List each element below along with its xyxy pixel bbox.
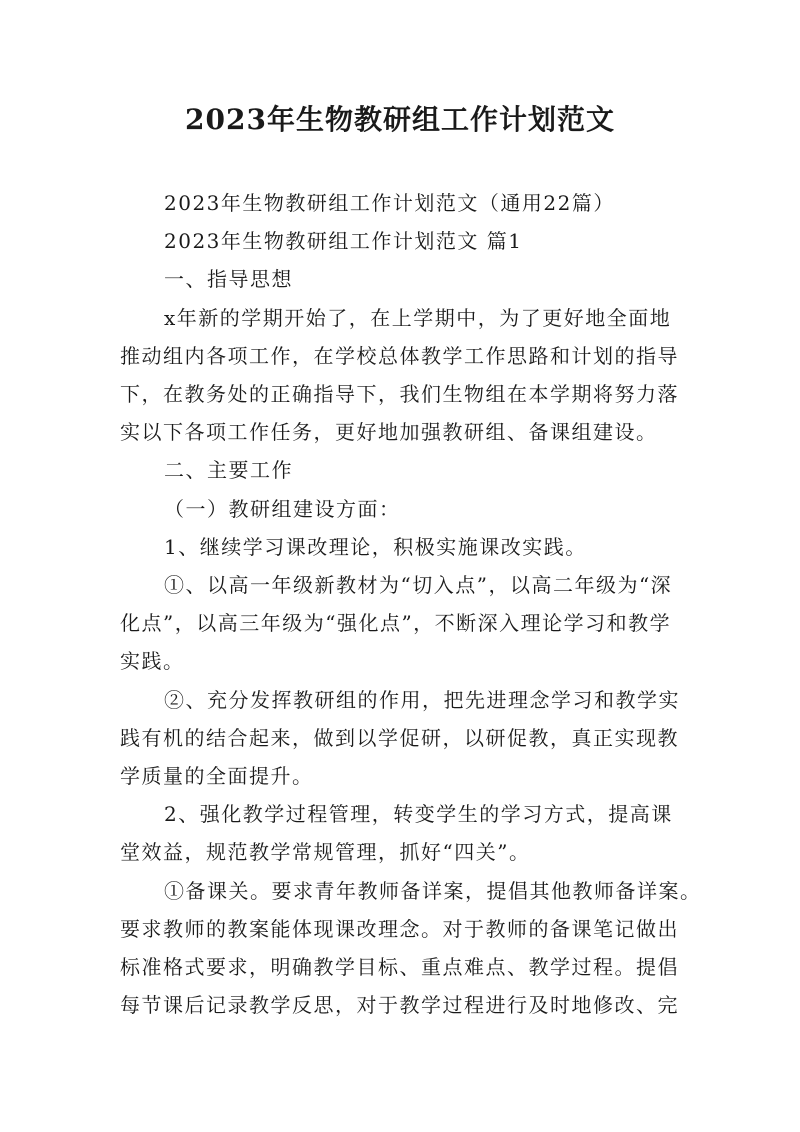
paragraph-line: 2、强化教学过程管理，转变学生的学习方式，提高课	[164, 802, 673, 827]
paragraph-line: 标准格式要求，明确教学目标、重点难点、教学过程。提倡	[120, 955, 679, 980]
paragraph-line: 实以下各项工作任务，更好地加强教研组、备课组建设。	[120, 420, 658, 445]
paragraph-line: 践有机的结合起来，做到以学促研，以研促教，真正实现教	[120, 725, 679, 750]
document-title: 2023年生物教研组工作计划范文	[185, 103, 615, 136]
paragraph-line: 要求教师的教案能体现课改理念。对于教师的备课笔记做出	[120, 916, 679, 941]
paragraph-line: 实践。	[120, 649, 185, 674]
section-heading: 一、指导思想	[164, 267, 293, 292]
paragraph-line: ①备课关。要求青年教师备详案，提倡其他教师备详案。	[164, 878, 702, 903]
document-body	[120, 184, 702, 1024]
paragraph-line: 推动组内各项工作，在学校总体教学工作思路和计划的指导	[120, 343, 679, 368]
paragraph-line: 学质量的全面提升。	[120, 764, 314, 789]
paragraph-line: 2023年生物教研组工作计划范文 篇1	[164, 229, 523, 254]
subsection-heading: （一）教研组建设方面：	[164, 496, 401, 521]
paragraph-line: 下，在教务处的正确指导下，我们生物组在本学期将努力落	[120, 382, 679, 407]
paragraph-line: 1、继续学习课改理论，积极实施课改实践。	[164, 534, 587, 559]
paragraph-line: ②、充分发挥教研组的作用，把先进理念学习和教学实	[164, 687, 680, 712]
paragraph-line: ①、以高一年级新教材为“切入点”，以高二年级为“深	[164, 573, 673, 598]
section-heading: 二、主要工作	[164, 458, 293, 483]
paragraph-line: 堂效益，规范教学常规管理，抓好“四关”。	[120, 840, 531, 865]
paragraph-line: 化点”，以高三年级为“强化点”，不断深入理论学习和教学	[120, 611, 672, 636]
paragraph-line: 2023年生物教研组工作计划范文（通用22篇）	[164, 191, 615, 215]
paragraph-line: 每节课后记录教学反思，对于教学过程进行及时地修改、完	[120, 993, 679, 1018]
paragraph-line: x年新的学期开始了，在上学期中，为了更好地全面地	[164, 305, 672, 330]
